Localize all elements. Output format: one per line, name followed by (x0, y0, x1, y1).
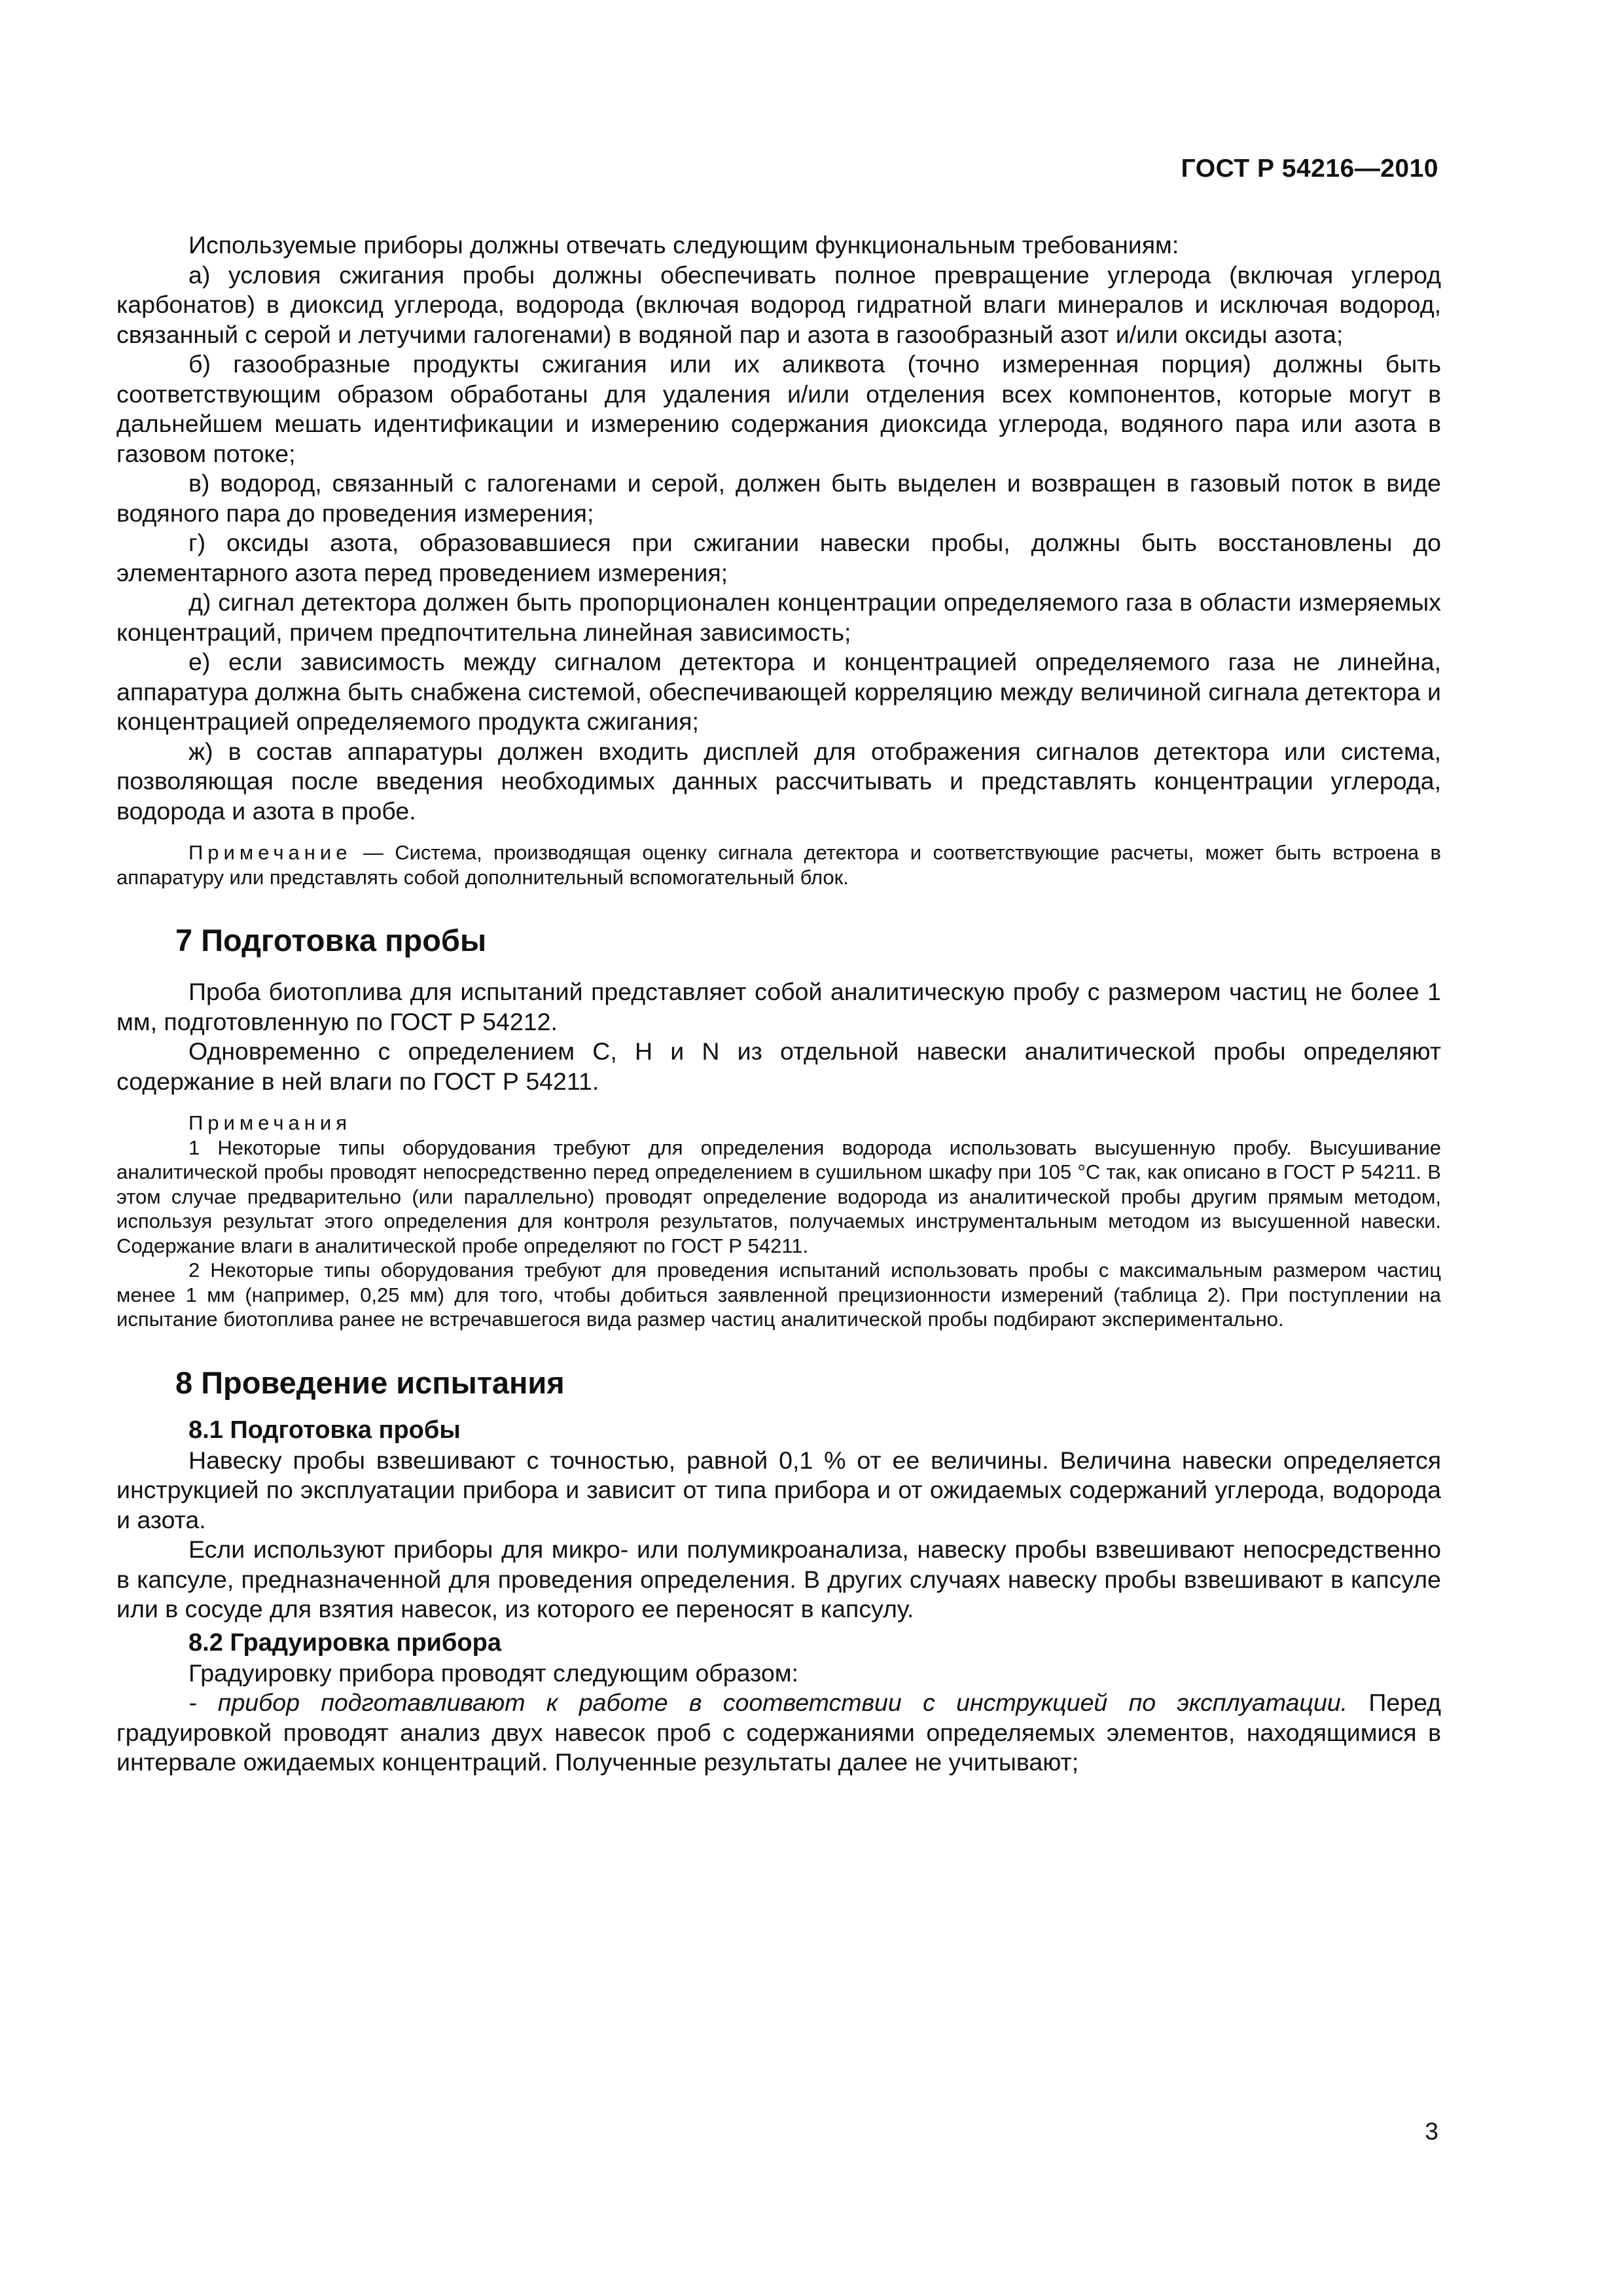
section-7-note-2: 2 Некоторые типы оборудования требуют для проведения испытаний использовать пробы с максимальным размером частиц менее 1 мм (например, 0,25 мм) для того, чтобы добиться заявленной прецизионности измерений (таблица 2). При поступлении на испытание биотоплива ранее не встречавшегося вида размер частиц аналитической пробы подбирают экспериментально. (116, 1259, 1441, 1331)
requirement-zh: ж) в состав аппаратуры должен входить дисплей для отображения сигналов детектора или система, позволяющая после введения необходимых данных рассчитывать и представлять концентрации углерода, водорода и азота в пробе. (116, 737, 1441, 825)
requirement-e: е) если зависимость между сигналом детектора и концентрацией определяемого газа не линейна, аппаратура должна быть снабжена системой, обеспечивающей корреляцию между величиной сигнала детектора и концентрацией определяемого продукта сжигания; (116, 648, 1441, 735)
section-8-2-paragraph-1: Градуировку прибора проводят следующим образом: (188, 1659, 798, 1687)
note-text: — Система, производящая оценку сигнала детектора и соответствующие расчеты, может быть встроена в аппаратуру или представлять собой дополнительный вспомогательный блок. (116, 841, 1441, 889)
instruction-rest: Перед градуировкой проводят анализ двух навесок проб с содержаниями определяемых элементов, находящимися в интервале ожидаемых концентраций. Полученные результаты далее не учитывают; (116, 1689, 1442, 1776)
requirement-v: в) водород, связанный с галогенами и серой, должен быть выделен и возвращен в газовый поток в виде водяного пара до проведения измерения; (116, 469, 1441, 527)
requirement-g: г) оксиды азота, образовавшиеся при сжигании навески пробы, должны быть восстановлены до элементарного азота перед проведением измерения; (116, 529, 1441, 586)
requirement-b: б) газообразные продукты сжигания или их аликвота (точно измеренная порция) должны быть соответствующим образом обработаны для удаления и/или отделения всех компонентов, которые могут в дальнейшем мешать идентификации и измерению содержания диоксида углерода, водяного пара или азота в газовом потоке; (116, 350, 1441, 467)
note-label: Примечание (188, 841, 352, 864)
section-7-paragraph-2: Одновременно с определением С, Н и N из отдельной навески аналитической пробы определяют содержание в ней влаги по ГОСТ Р 54211. (116, 1037, 1441, 1095)
section-8-1-title: 8.1 Подготовка пробы (188, 1416, 461, 1444)
notes-label: Примечания (188, 1111, 351, 1134)
section-7-title: 7 Подготовка пробы (175, 923, 487, 958)
section-8-2-paragraph-2 (116, 1688, 1441, 1778)
section-8-1-paragraph-1: Навеску пробы взвешивают с точностью, равной 0,1 % от ее величины. Величина навески определяется инструкцией по эксплуатации прибора и зависит от типа прибора и от ожидаемых содержаний углерода, водорода и азота. (116, 1446, 1441, 1534)
instruction-italic: - прибор подготавливают к работе в соответствии с инструкцией по эксплуатации. (188, 1689, 1348, 1716)
document-body (116, 230, 1441, 1778)
section-8-2-title: 8.2 Градуировка прибора (188, 1628, 501, 1657)
document-header: ГОСТ Р 54216—2010 (1181, 154, 1438, 183)
requirement-d: д) сигнал детектора должен быть пропорционален концентрации определяемого газа в области измеряемых концентраций, причем предпочтительна линейная зависимость; (116, 588, 1441, 646)
requirements-intro: Используемые приборы должны отвечать следующим функциональным требованиям: (188, 231, 1179, 259)
section-7-paragraph-1: Проба биотоплива для испытаний представляет собой аналитическую пробу с размером частиц не более 1 мм, подготовленную по ГОСТ Р 54212. (116, 978, 1441, 1035)
section-7-note-1: 1 Некоторые типы оборудования требуют для определения водорода использовать высушенную пробу. Высушивание аналитической пробы проводят непосредственно перед определением в сушильном шкафу при 105 °С так, как описано в ГОСТ Р 54211. В этом случае предварительно (или параллельно) проводят определение водорода из аналитической пробы другим прямым методом, используя результат этого определения для контроля результатов, получаемых инструментальным методом из высушенной навески. Содержание влаги в аналитической пробе определяют по ГОСТ Р 54211. (116, 1136, 1441, 1257)
section-8-1-paragraph-2: Если используют приборы для микро- или полумикроанализа, навеску пробы взвешивают непосредственно в капсуле, предназначенной для проведения определения. В других случаях навеску пробы взвешивают в капсуле или в сосуде для взятия навесок, из которого ее переносят в капсулу. (116, 1535, 1441, 1623)
requirement-a: а) условия сжигания пробы должны обеспечивать полное превращение углерода (включая углерод карбонатов) в диоксид углерода, водорода (включая водород гидратной влаги минералов и исключая водород, связанный с серой и летучими галогенами) в водяной пар и азота в газообразный азот и/или оксиды азота; (116, 260, 1441, 348)
page-number: 3 (1425, 2118, 1438, 2145)
section-8-title: 8 Проведение испытания (175, 1365, 565, 1400)
note-system (116, 840, 1441, 889)
